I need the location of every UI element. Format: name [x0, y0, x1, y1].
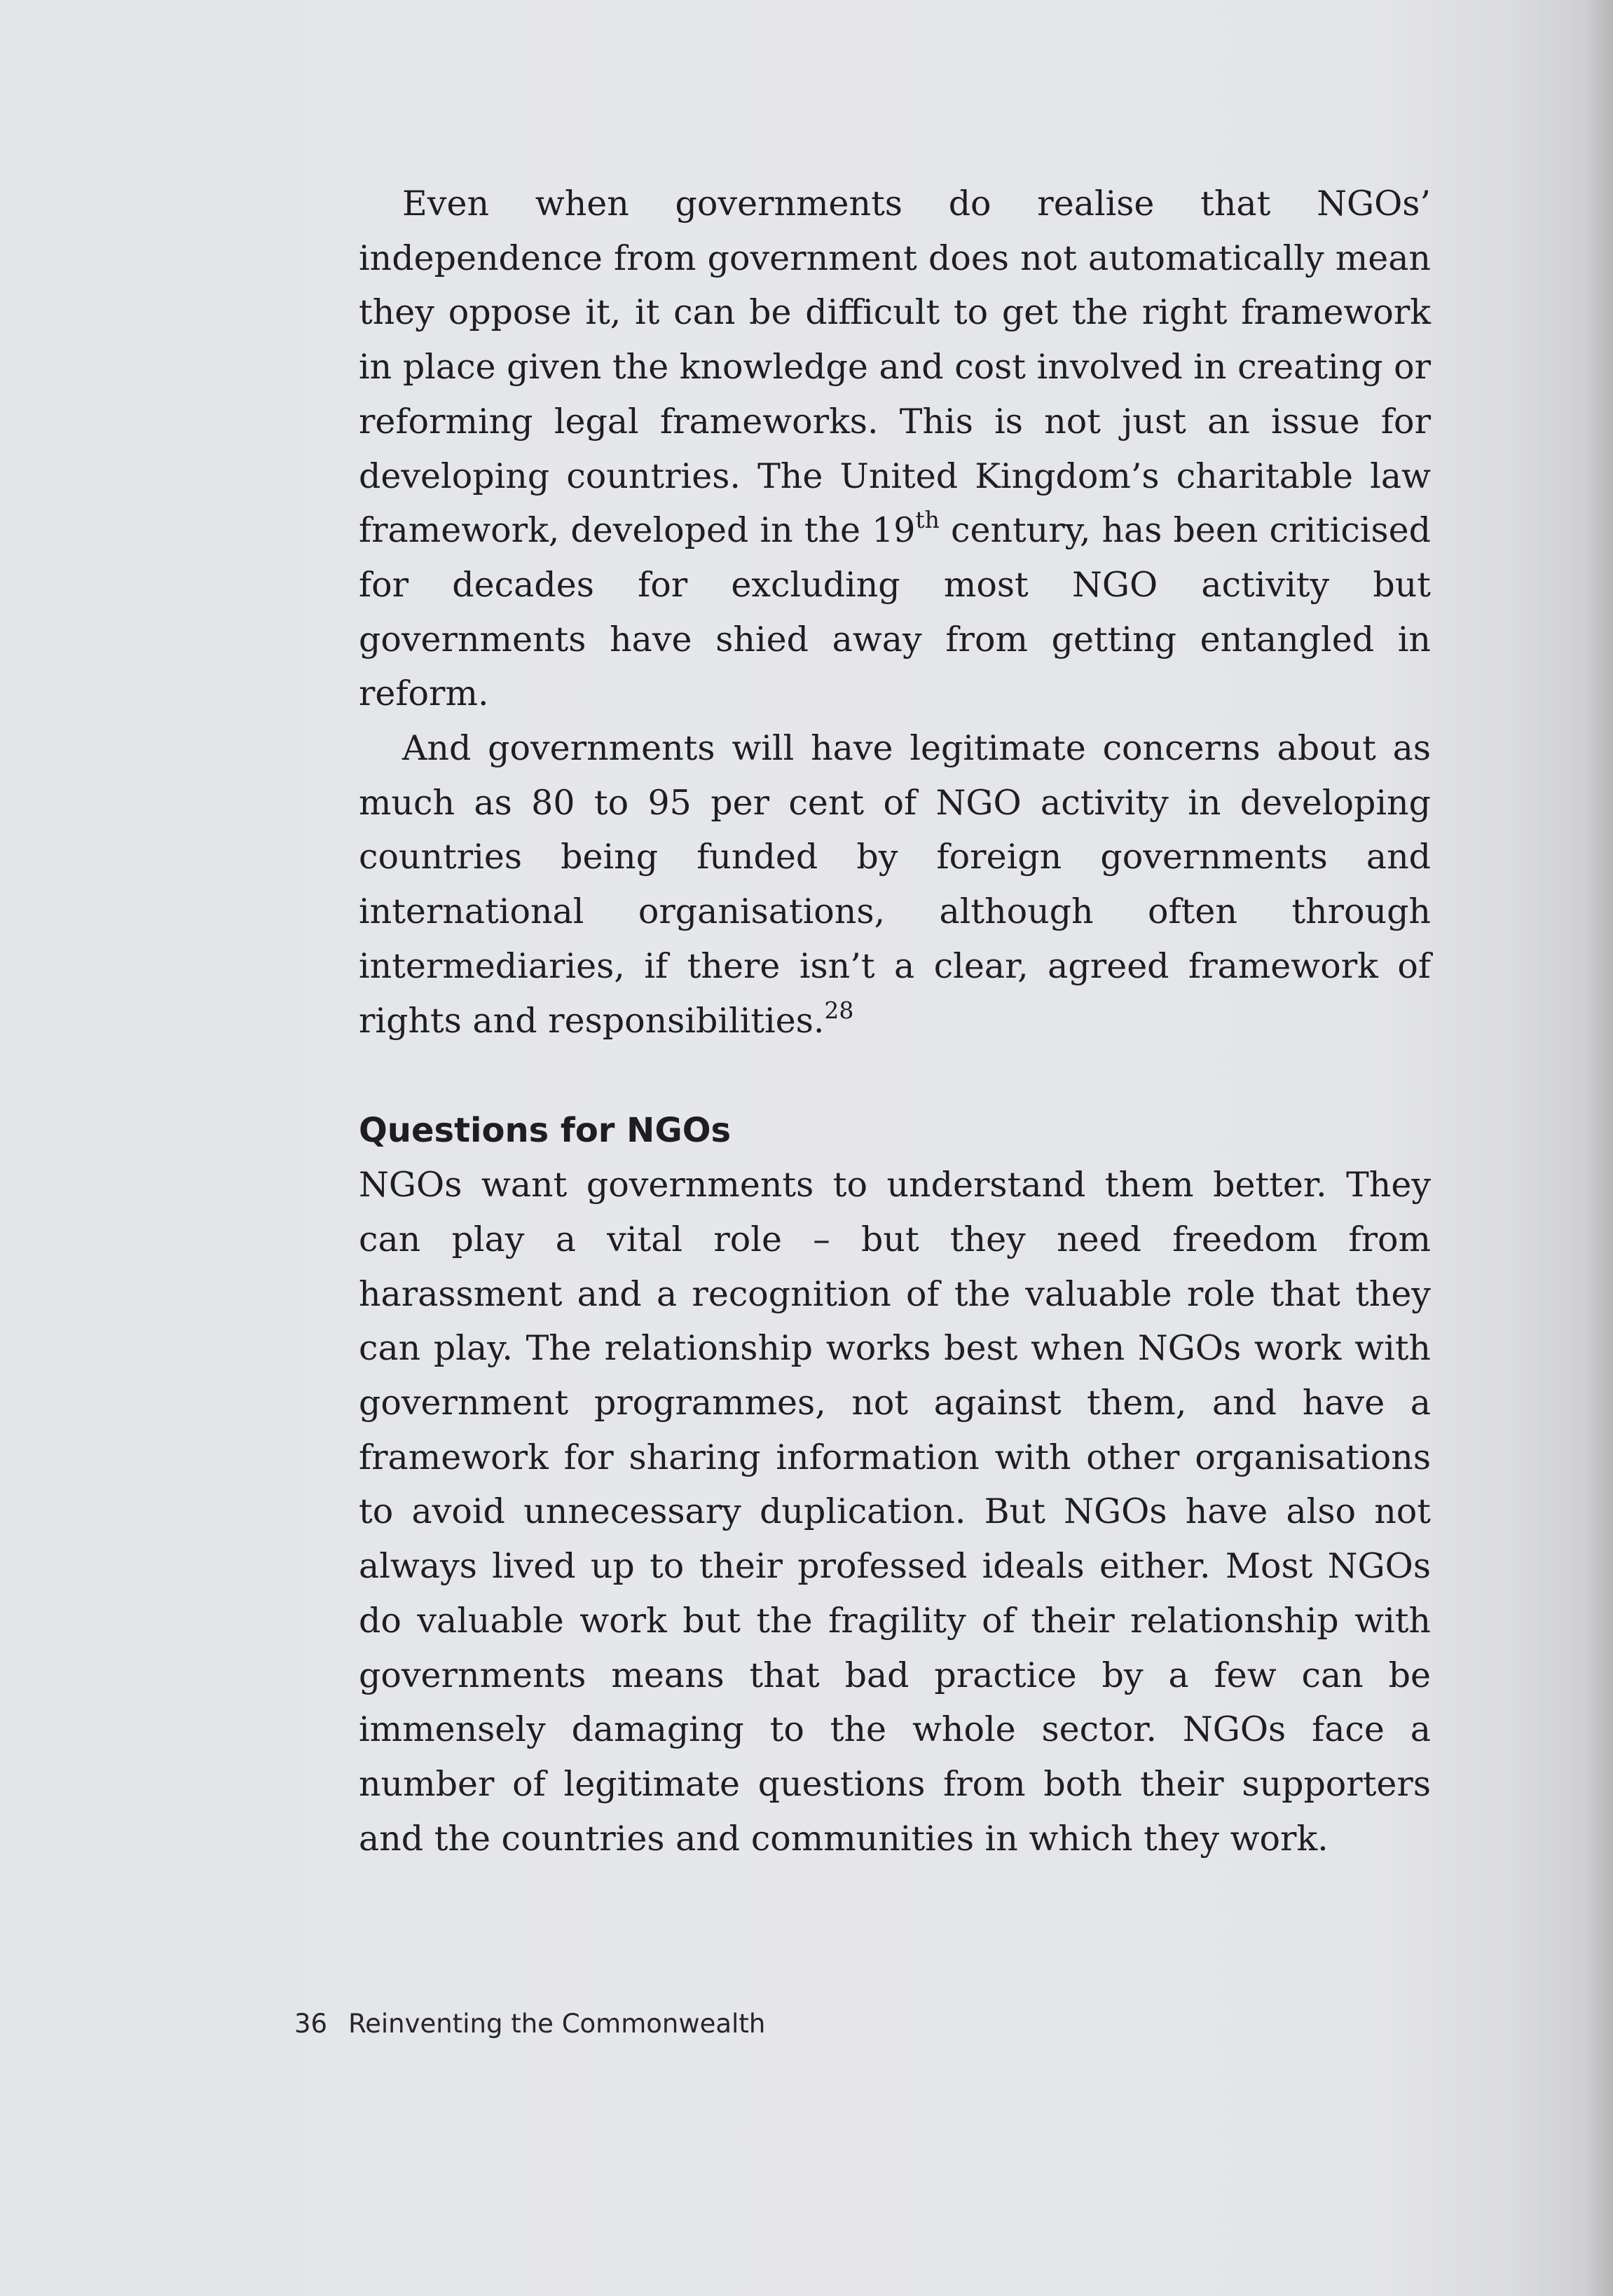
- paragraph-1: [359, 177, 1431, 721]
- page-number: 36: [294, 2009, 328, 2039]
- section-heading: Questions for NGOs: [359, 1111, 732, 1151]
- paragraph-1-rest: century, has been criticised for decades for excluding most NGO activity but governments have shied away from getting entangled in reform.: [359, 510, 1431, 714]
- paragraph-3: NGOs want governments to understand them better. They can play a vital role – but they need freedom from harassment and a recognition of the valuable role that they can play. The relationship works best when NGOs work with government programmes, not against them, and have a framework for sharing information with other organisations to avoid unnecessary duplication. But NGOs have also not always lived up to their professed ideals either. Most NGOs do valuable work but the fragility of their relationship with governments means that bad practice by a few can be immensely damaging to the whole sector. NGOs face a number of legitimate questions from both their supporters and the countries and communities in which they work.: [359, 1165, 1431, 1859]
- body-text: [359, 177, 1431, 1866]
- page-edge-shadow: [1585, 0, 1613, 2296]
- running-title: Reinventing the Commonwealth: [348, 2009, 766, 2039]
- superscript-th: th: [915, 506, 940, 534]
- page-footer: [294, 2009, 765, 2039]
- paragraph-1-text: Even when governments do realise that NGOs’ independence from government does not automatically mean they oppose it, it can be difficult to get the right framework in place given the knowledge and cost involved in creating or reforming legal frameworks. This is not just an issue for developing countries. The United Kingdom’s charitable law framework, developed in the 19: [359, 184, 1431, 551]
- paragraph-2-text: And governments will have legitimate concerns about as much as 80 to 95 per cent of NGO activity in developing countries being funded by foreign governments and international organisations, although often through intermediaries, if there isn’t a clear, agreed framework of rights and responsibilities.: [359, 728, 1431, 1041]
- footnote-ref-28: 28: [824, 996, 854, 1024]
- paragraph-2: [359, 721, 1431, 1048]
